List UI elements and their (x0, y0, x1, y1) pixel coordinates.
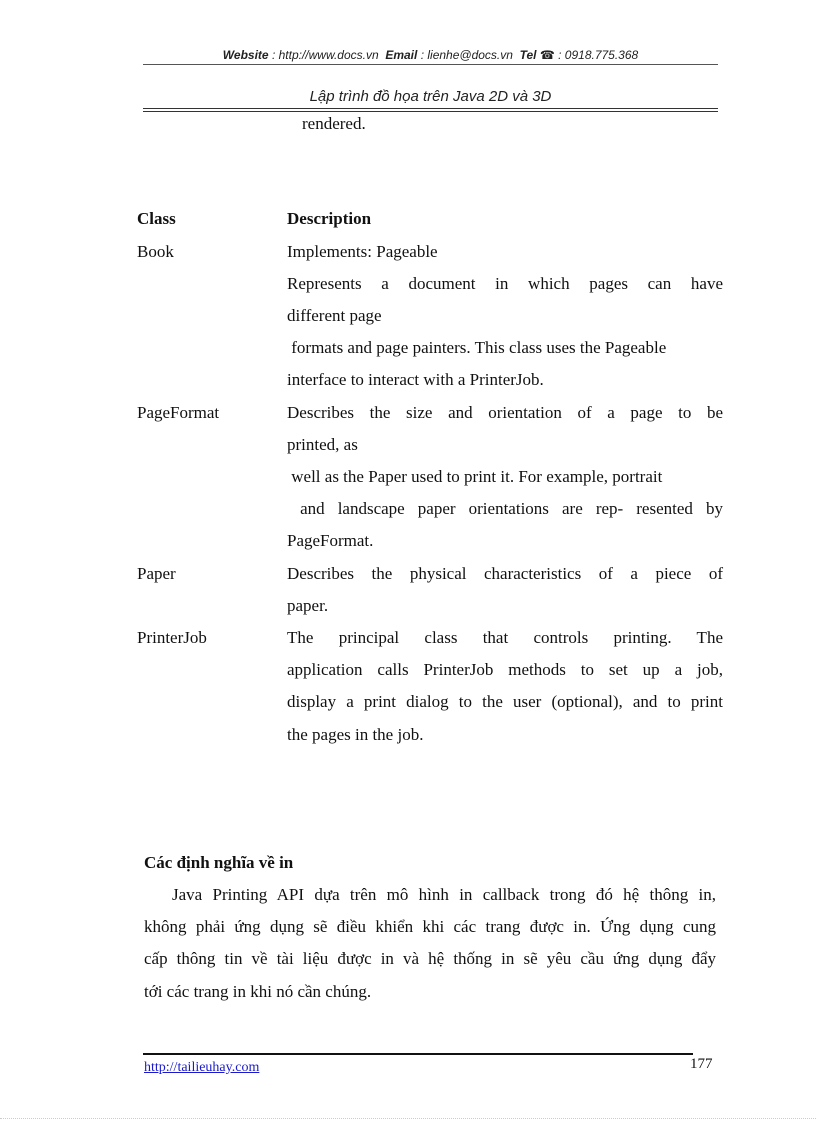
page-number: 177 (690, 1056, 713, 1072)
paper-desc-line: paper. (287, 596, 329, 615)
page-edge-dots (0, 1118, 816, 1119)
printerjob-desc-line: display a print dialog to the user (optional), and to print (287, 692, 723, 711)
email-value[interactable]: : lienhe@docs.vn (420, 48, 513, 62)
website-url[interactable]: : http://www.docs.vn (271, 48, 379, 62)
title-divider (143, 108, 718, 112)
carryover-text: rendered. (302, 114, 366, 133)
paragraph-line: tới các trang in khi nó cần chúng. (144, 982, 372, 1001)
book-desc-line: interface to interact with a PrinterJob. (287, 370, 544, 389)
printerjob-desc-line: the pages in the job. (287, 725, 424, 744)
paper-desc-line: Describes the physical characteristics of a piece of (287, 564, 723, 583)
pageformat-desc-line: printed, as (287, 435, 358, 454)
column-header-class: Class (137, 209, 176, 228)
website-label: Website (222, 48, 269, 62)
footer-link[interactable]: http://tailieuhay.com (144, 1060, 260, 1075)
paragraph-line: cấp thông tin về tài liệu được in và hệ thống in sẽ yêu cầu ứng dụng đẩy (144, 949, 716, 968)
tel-label: Tel ☎ (519, 48, 555, 62)
book-desc-line: Implements: Pageable (287, 242, 438, 261)
printerjob-desc-line: The principal class that controls printing. The (287, 628, 723, 647)
pageformat-desc-line: and landscape paper orientations are rep- resented by (287, 499, 723, 518)
book-title: Lập trình đồ họa trên Java 2D và 3D (309, 88, 552, 105)
pageformat-desc-line: Describes the size and orientation of a page to be (287, 403, 723, 422)
book-desc-line: different page (287, 306, 382, 325)
section-heading: Các định nghĩa về in (144, 853, 294, 872)
column-header-description: Description (287, 209, 372, 228)
footer-divider (143, 1053, 693, 1055)
class-name-book: Book (137, 242, 174, 261)
class-name-paper: Paper (137, 564, 176, 583)
book-desc-line: formats and page painters. This class uses the Pageable (287, 338, 667, 357)
site-contact-header (143, 48, 718, 62)
paragraph-line: Java Printing API dựa trên mô hình in callback trong đó hệ thông in, (172, 885, 716, 904)
email-label: Email (385, 48, 418, 62)
tel-value: : 0918.775.368 (558, 48, 639, 62)
pageformat-desc-line: PageFormat. (287, 531, 374, 550)
pageformat-desc-line: well as the Paper used to print it. For example, portrait (287, 467, 663, 486)
class-name-printerjob: PrinterJob (137, 628, 207, 647)
class-name-pageformat: PageFormat (137, 403, 220, 422)
book-desc-line: Represents a document in which pages can have (287, 274, 723, 293)
paragraph-line: không phải ứng dụng sẽ điều khiển khi các trang được in. Ứng dụng cung (144, 917, 716, 936)
printerjob-desc-line: application calls PrinterJob methods to set up a job, (287, 660, 723, 679)
header-divider (143, 64, 718, 65)
